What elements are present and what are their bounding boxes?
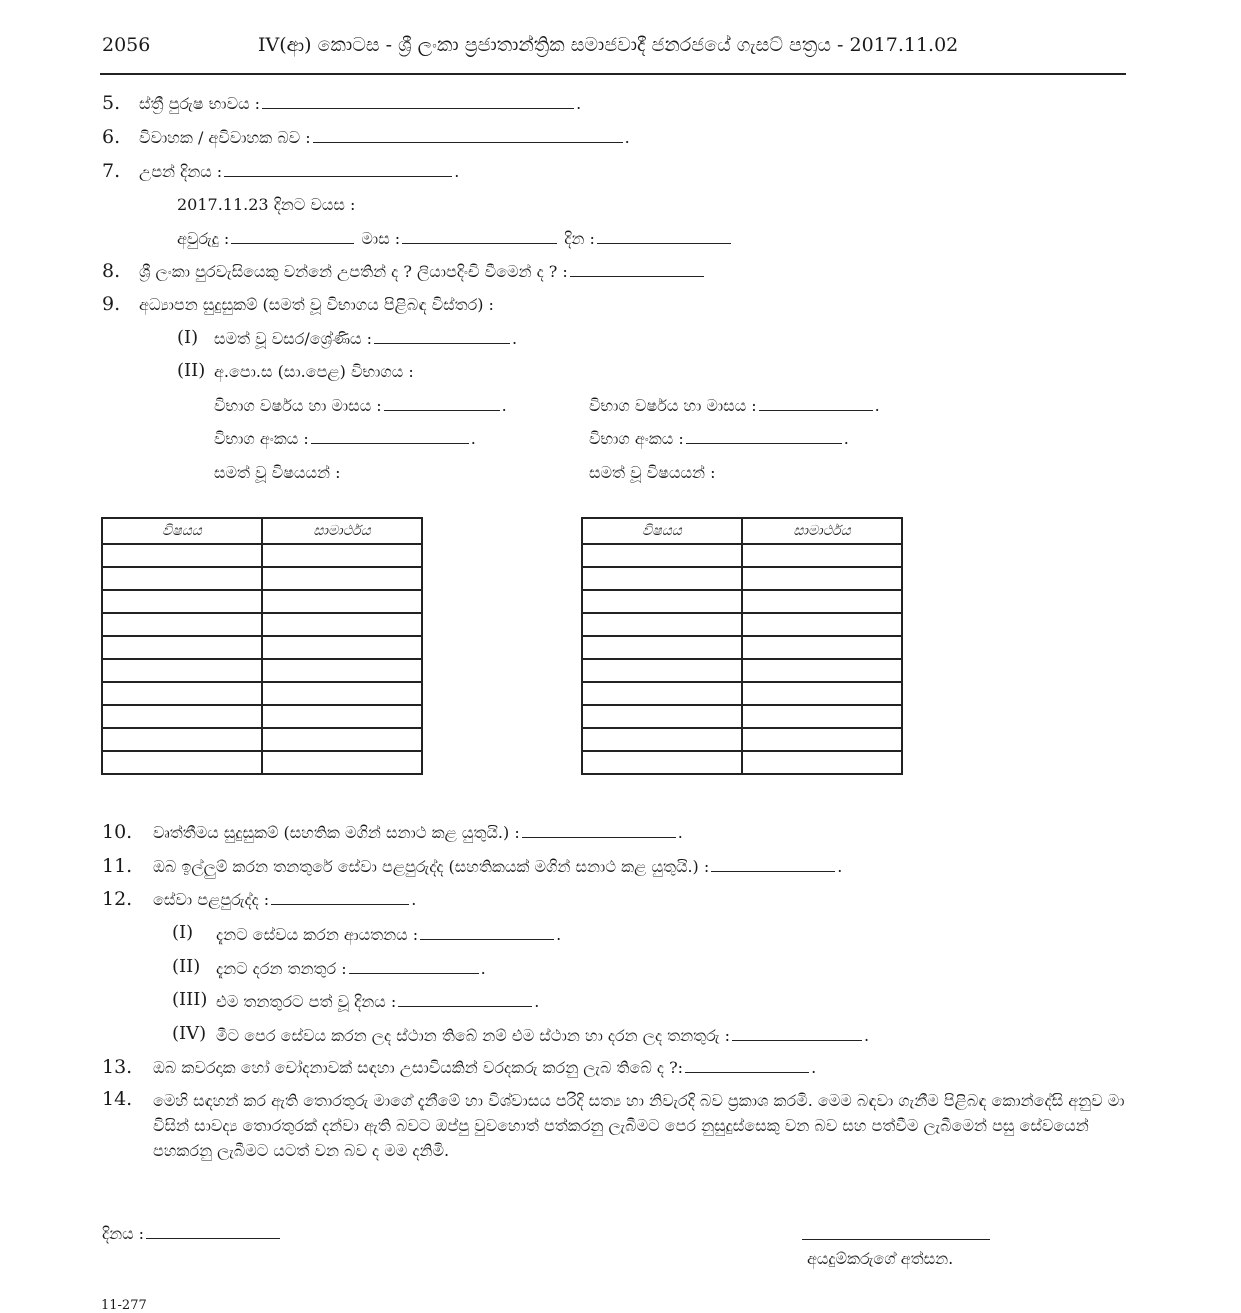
header-rule xyxy=(100,73,1126,75)
current-post-label: දැනට දරන තනතුර : xyxy=(216,959,347,978)
table-row xyxy=(102,613,422,636)
table-row xyxy=(102,590,422,613)
item-12-number: 12. xyxy=(102,888,133,910)
page-title: IV(ආ) කොටස - ශ්‍රී ලංකා ප්‍රජාතාන්ත්‍රික සමාජවාදී ජනරජයේ ගැසට් පත්‍රය - 2017.11.02 xyxy=(258,34,959,56)
ol-exam-heading: අ.පො.ස (සා.පෙළ) විභාගය : xyxy=(214,362,414,381)
table-row xyxy=(102,659,422,682)
subject-cell[interactable] xyxy=(102,613,262,636)
table-row xyxy=(582,728,902,751)
exam-index-row-1: විභාග අංකය : . xyxy=(214,429,476,448)
grade-column-header: සාමාර්ථය xyxy=(742,518,902,544)
item-5-number: 5. xyxy=(102,92,121,114)
subject-column-header: විෂයය xyxy=(582,518,742,544)
item-11-row: ඔබ ඉල්ලුම් කරන තනතුරේ සේවා පළපුරුද්ද (සහතිකයක් මගින් සනාථ කළ යුතුයි.) : . xyxy=(153,857,843,876)
age-row xyxy=(177,229,733,249)
item-11-number: 11. xyxy=(102,855,133,877)
conviction-field[interactable] xyxy=(685,1058,809,1073)
marital-status-field[interactable] xyxy=(313,128,623,143)
document-code: 11-277 xyxy=(101,1298,147,1313)
item-7-row: උපන් දිනය : . xyxy=(139,162,460,181)
grade-cell[interactable] xyxy=(742,728,902,751)
service-experience-field[interactable] xyxy=(271,890,409,905)
subject-cell[interactable] xyxy=(102,682,262,705)
table-row xyxy=(582,705,902,728)
signature-label: අයදුම්කරුගේ අත්සන. xyxy=(807,1249,954,1268)
service-i-row: දැනට සේවය කරන ආයතනය : . xyxy=(216,925,562,944)
exam-index-field-1[interactable] xyxy=(311,429,469,444)
table-row xyxy=(102,751,422,774)
grade-cell[interactable] xyxy=(742,567,902,590)
previous-posts-label: මීට පෙර සේවය කරන ලද ස්ථාන තිබේ නම් එම ස්ථාන හා දරන ලද තනතුරු : xyxy=(216,1026,730,1045)
subject-cell[interactable] xyxy=(102,590,262,613)
citizenship-field[interactable] xyxy=(570,262,704,277)
subject-cell[interactable] xyxy=(102,567,262,590)
table-row xyxy=(102,567,422,590)
item-8-number: 8. xyxy=(102,260,121,282)
table-row xyxy=(582,613,902,636)
subject-cell[interactable] xyxy=(582,751,742,774)
grade-cell[interactable] xyxy=(742,705,902,728)
passed-subjects-label-2: සමත් වූ විෂයයන් : xyxy=(589,463,716,482)
exam-index-field-2[interactable] xyxy=(686,429,842,444)
signature-line[interactable] xyxy=(802,1239,990,1240)
grade-cell[interactable] xyxy=(742,590,902,613)
table-row xyxy=(582,682,902,705)
years-field[interactable] xyxy=(231,229,354,244)
grade-cell[interactable] xyxy=(742,751,902,774)
table-row xyxy=(102,544,422,567)
months-label: මාස : xyxy=(361,229,401,248)
subject-cell[interactable] xyxy=(102,659,262,682)
birth-date-field[interactable] xyxy=(224,162,452,177)
service-iii-number: (III) xyxy=(172,989,208,1010)
service-ii-number: (II) xyxy=(172,956,201,977)
citizenship-label: ශ්‍රී ලංකා පුරවැසියෙකු වන්නේ උපතින් ද ? ලියාපදිංචි වීමෙන් ද ? : xyxy=(139,262,568,281)
education-i-row: සමත් වූ වසර/ශ්‍රේණිය : . xyxy=(214,329,518,348)
education-heading: අධ්‍යාපන සුදුසුකම් (සමත් වූ විභාගය පිළිබඳ විස්තර) : xyxy=(139,295,494,314)
grade-cell[interactable] xyxy=(262,659,422,682)
item-9-number: 9. xyxy=(102,293,121,315)
previous-posts-field[interactable] xyxy=(732,1026,862,1041)
subjects-table-right xyxy=(581,517,903,775)
date-field[interactable] xyxy=(146,1224,280,1239)
subject-cell[interactable] xyxy=(102,751,262,774)
table-row xyxy=(582,659,902,682)
item-13-row: ඔබ කවරදාක හෝ චෝදනාවක් සඳහා උසාවියකින් වරදකරු කරනු ලැබ තිබේ ද ?: . xyxy=(153,1058,817,1077)
service-experience-label: සේවා පළපුරුද්ද : xyxy=(153,890,270,909)
marital-status-label: විවාහක / අවිවාහක බව : xyxy=(139,128,311,147)
subject-cell[interactable] xyxy=(582,544,742,567)
subject-cell[interactable] xyxy=(582,567,742,590)
months-field[interactable] xyxy=(402,229,557,244)
age-heading: 2017.11.23 දිනට වයස : xyxy=(177,195,356,214)
date-row xyxy=(102,1224,282,1244)
table-row xyxy=(102,705,422,728)
item-8-row xyxy=(139,262,706,282)
grade-column-header: සාමාර්ථය xyxy=(262,518,422,544)
grade-cell[interactable] xyxy=(262,544,422,567)
education-ii-number: (II) xyxy=(177,360,206,381)
appointment-date-label: එම තනතුරට පත් වූ දිනය : xyxy=(216,992,397,1011)
exam-index-label-2: විභාග අංකය : xyxy=(589,429,684,448)
grade-cell[interactable] xyxy=(742,659,902,682)
grade-cell[interactable] xyxy=(262,705,422,728)
grade-cell[interactable] xyxy=(262,682,422,705)
subject-cell[interactable] xyxy=(582,728,742,751)
item-5-row: ස්ත්‍රී පුරුෂ භාවය : . xyxy=(139,94,582,113)
grade-cell[interactable] xyxy=(262,728,422,751)
subject-cell[interactable] xyxy=(102,544,262,567)
table-row xyxy=(102,636,422,659)
subject-column-header: විෂයය xyxy=(102,518,262,544)
item-6-row: විවාහක / අවිවාහක බව : . xyxy=(139,128,630,147)
item-6-number: 6. xyxy=(102,126,121,148)
subject-cell[interactable] xyxy=(582,590,742,613)
page-number: 2056 xyxy=(102,34,151,56)
birth-date-label: උපන් දිනය : xyxy=(139,162,223,181)
subject-cell[interactable] xyxy=(582,705,742,728)
table-row xyxy=(582,567,902,590)
gender-field[interactable] xyxy=(262,94,574,109)
service-i-number: (I) xyxy=(172,922,194,943)
subjects-table-body xyxy=(102,544,422,774)
exam-year-label-1: විභාග වර්ෂය හා මාසය : xyxy=(214,396,382,415)
grade-cell[interactable] xyxy=(262,590,422,613)
grade-cell[interactable] xyxy=(262,613,422,636)
subject-cell[interactable] xyxy=(582,636,742,659)
date-label: දිනය : xyxy=(102,1224,145,1243)
exam-year-row-1: විභාග වර්ෂය හා මාසය : . xyxy=(214,396,507,415)
professional-qualifications-label: වෘත්තීමය සුදුසුකම් (සහතික මගින් සනාථ කළ යුතුයි.) : xyxy=(153,823,520,842)
grade-cell[interactable] xyxy=(262,567,422,590)
item-12-row: සේවා පළපුරුද්ද : . xyxy=(153,890,417,909)
table-row xyxy=(582,590,902,613)
subject-cell[interactable] xyxy=(582,613,742,636)
service-iii-row: එම තනතුරට පත් වූ දිනය : . xyxy=(216,992,540,1011)
table-row xyxy=(582,544,902,567)
years-label: අවුරුදු : xyxy=(177,229,230,248)
grade-cell[interactable] xyxy=(742,544,902,567)
subjects-table-left xyxy=(101,517,423,775)
table-row xyxy=(102,728,422,751)
grade-cell[interactable] xyxy=(262,751,422,774)
service-iv-row: මීට පෙර සේවය කරන ලද ස්ථාන තිබේ නම් එම ස්ථාන හා දරන ලද තනතුරු : . xyxy=(216,1026,870,1045)
item-7-number: 7. xyxy=(102,160,121,182)
subject-cell[interactable] xyxy=(102,636,262,659)
subject-cell[interactable] xyxy=(582,659,742,682)
post-experience-field[interactable] xyxy=(711,857,835,872)
service-ii-row: දැනට දරන තනතුර : . xyxy=(216,959,486,978)
grade-cell[interactable] xyxy=(262,636,422,659)
days-field[interactable] xyxy=(597,229,731,244)
gender-label: ස්ත්‍රී පුරුෂ භාවය : xyxy=(139,94,261,113)
post-experience-label: ඔබ ඉල්ලුම් කරන තනතුරේ සේවා පළපුරුද්ද (සහතිකයක් මගින් සනාථ කළ යුතුයි.) : xyxy=(153,857,710,876)
subjects-table-body xyxy=(582,544,902,774)
exam-year-row-2: විභාග වර්ෂය හා මාසය : . xyxy=(589,396,880,415)
declaration-paragraph: මෙහි සඳහන් කර ඇති තොරතුරු මාගේ දැනීමේ හා විශ්වාසය පරිදි සත්‍ය හා නිවැරදි බව ප්‍රකාශ කරමි. මෙම බඳවා ගැනීම පිළිබඳ කොන්දේසි අනුව මා විසින් සාවද්‍ය තොරතුරක් දන්වා ඇති බවට ඔප්පු වුවහොත් පත්කරනු ලැබීමට පෙර නුසුදුස්සෙකු වන බව සහ පත්වීම ලැබීමෙන් පසු සේවයෙන් පහකරනු ලැබීමට යටත් වන බව ද මම දනිමි. xyxy=(153,1091,1125,1160)
exam-index-label-1: විභාග අංකය : xyxy=(214,429,309,448)
table-row xyxy=(582,751,902,774)
table-row xyxy=(582,636,902,659)
passed-year-field[interactable] xyxy=(374,329,510,344)
grade-cell[interactable] xyxy=(742,613,902,636)
professional-qualifications-field[interactable] xyxy=(522,823,676,838)
days-label: දින : xyxy=(564,229,595,248)
current-institution-field[interactable] xyxy=(420,925,554,940)
exam-index-row-2: විභාග අංකය : . xyxy=(589,429,849,448)
item-10-row: වෘත්තීමය සුදුසුකම් (සහතික මගින් සනාථ කළ යුතුයි.) : . xyxy=(153,823,683,842)
passed-year-label: සමත් වූ වසර/ශ්‍රේණිය : xyxy=(214,329,373,348)
subject-cell[interactable] xyxy=(102,728,262,751)
education-i-number: (I) xyxy=(177,327,199,348)
passed-subjects-label-1: සමත් වූ විෂයයන් : xyxy=(214,463,341,482)
exam-year-field-1[interactable] xyxy=(384,396,500,411)
service-iv-number: (IV) xyxy=(172,1023,207,1044)
table-row xyxy=(102,682,422,705)
item-14-number: 14. xyxy=(102,1088,133,1110)
current-post-field[interactable] xyxy=(349,959,479,974)
current-institution-label: දැනට සේවය කරන ආයතනය : xyxy=(216,925,419,944)
conviction-label: ඔබ කවරදාක හෝ චෝදනාවක් සඳහා උසාවියකින් වරදකරු කරනු ලැබ තිබේ ද ?: xyxy=(153,1058,684,1077)
item-10-number: 10. xyxy=(102,821,133,843)
item-13-number: 13. xyxy=(102,1056,133,1078)
grade-cell[interactable] xyxy=(742,636,902,659)
subject-cell[interactable] xyxy=(102,705,262,728)
subject-cell[interactable] xyxy=(582,682,742,705)
exam-year-field-2[interactable] xyxy=(759,396,873,411)
grade-cell[interactable] xyxy=(742,682,902,705)
appointment-date-field[interactable] xyxy=(398,992,532,1007)
exam-year-label-2: විභාග වර්ෂය හා මාසය : xyxy=(589,396,757,415)
